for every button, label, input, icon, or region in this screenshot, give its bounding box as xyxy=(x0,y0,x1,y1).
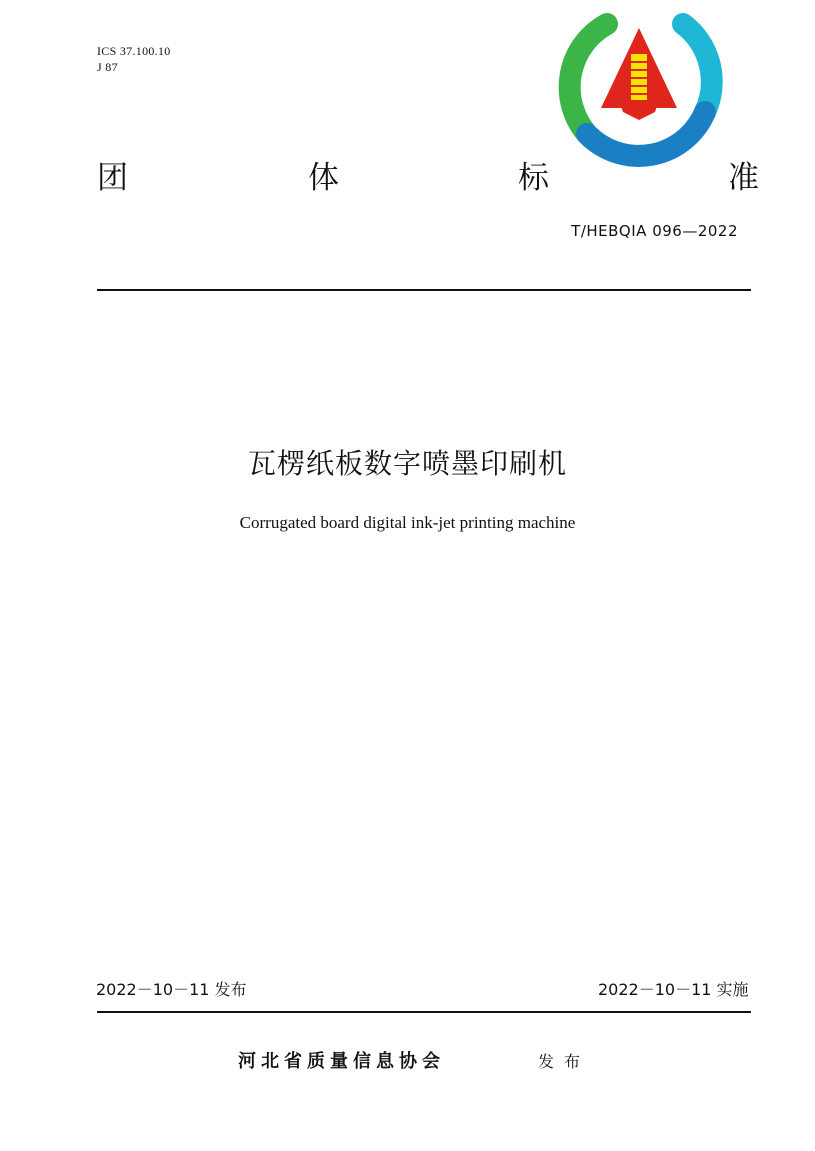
classification-block xyxy=(97,43,171,75)
publisher-name: 河北省质量信息协会 xyxy=(238,1051,445,1072)
title-english: Corrugated board digital ink-jet printing machine xyxy=(239,513,576,532)
ics-code: ICS 37.100.10 xyxy=(97,44,171,58)
category-word-4: 准 xyxy=(728,160,759,196)
association-emblem-icon xyxy=(555,8,727,170)
bottom-divider xyxy=(97,1011,751,1013)
implement-date: 2022－10－11 实施 xyxy=(598,980,749,999)
category-word-1: 团 xyxy=(97,160,128,196)
publish-label: 发布 xyxy=(538,1052,591,1071)
standard-code: T/HEBQIA 096—2022 xyxy=(571,222,738,240)
category-word-2: 体 xyxy=(308,160,339,196)
issue-date: 2022－10－11 发布 xyxy=(96,980,247,999)
title-chinese: 瓦楞纸板数字喷墨印刷机 xyxy=(247,447,567,480)
category-word-3: 标 xyxy=(518,160,549,196)
top-divider xyxy=(97,289,751,291)
ccs-code: J 87 xyxy=(97,60,118,74)
